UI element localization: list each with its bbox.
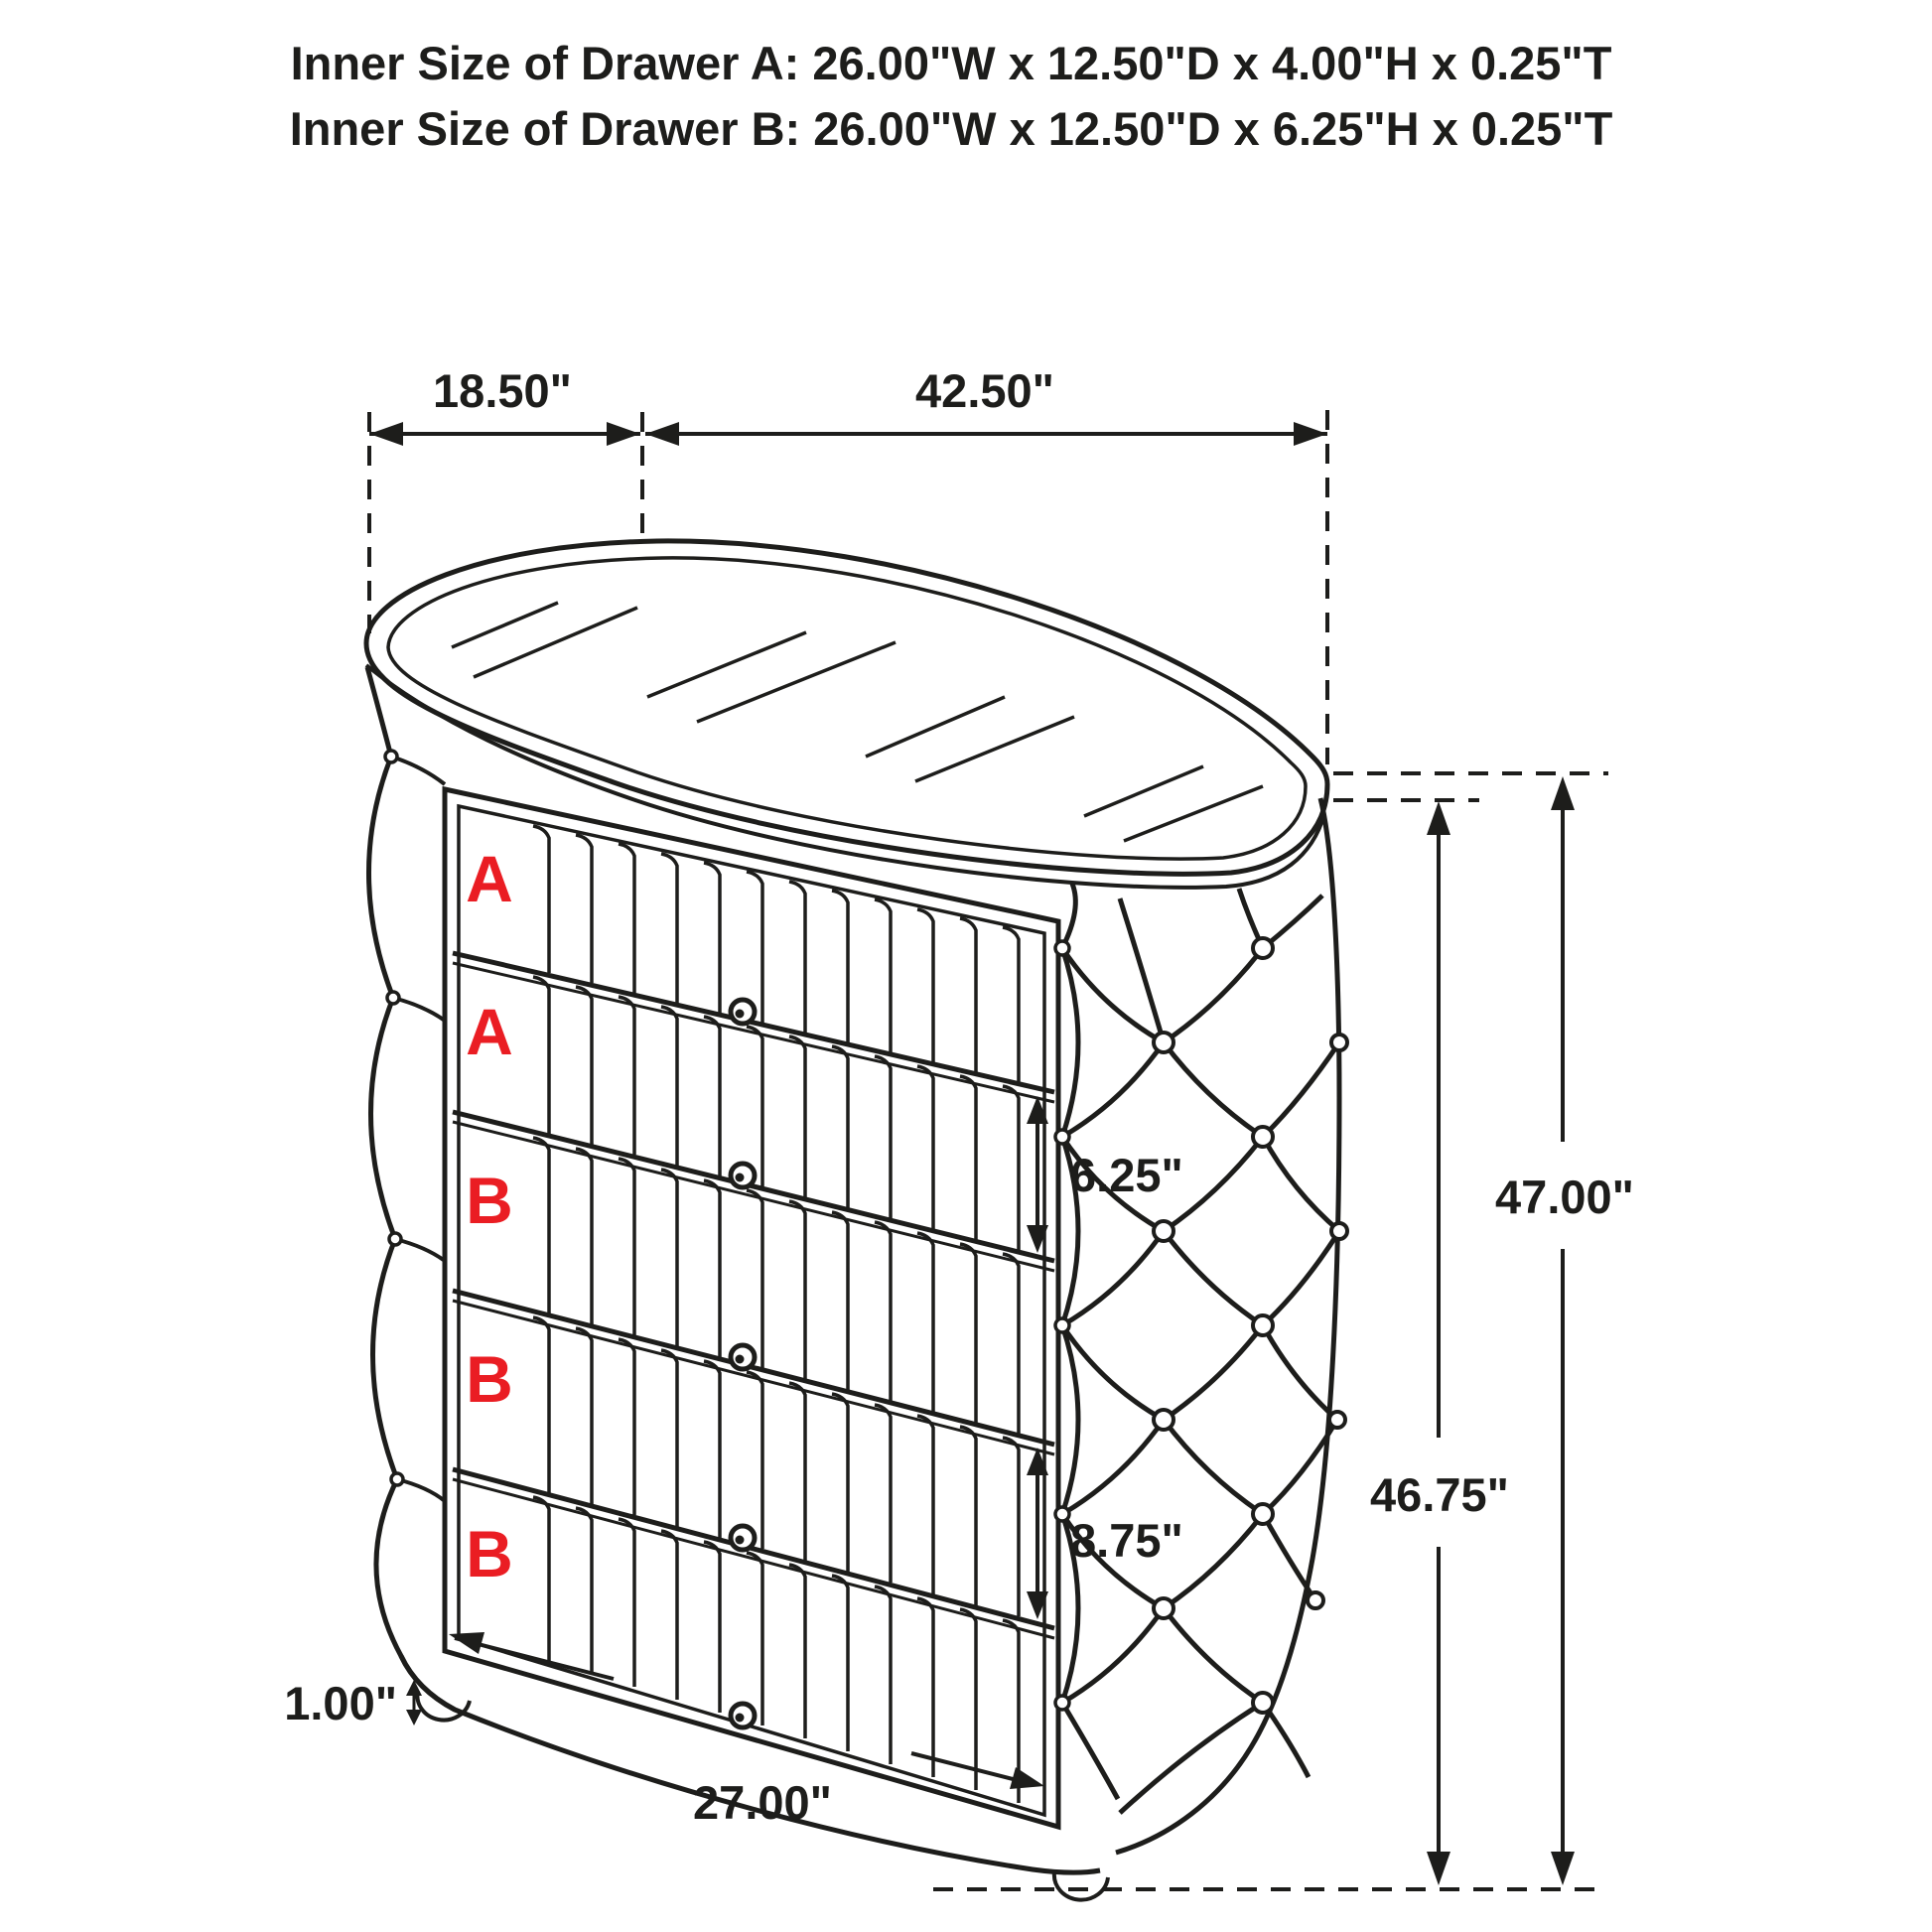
drawer-b-front-height-label: 8.75" — [1070, 1514, 1183, 1567]
arrowhead-icon — [1427, 1852, 1450, 1885]
foot-height-label: 1.00" — [284, 1677, 397, 1729]
front-frame-outer — [445, 789, 1058, 1827]
drawer-label-b2: B — [466, 1342, 513, 1416]
arrowhead-icon — [1294, 422, 1327, 446]
diamond-tufting-lines — [1062, 884, 1339, 1813]
arrowhead-icon — [607, 422, 640, 446]
left-side-tuft-buttons — [385, 751, 403, 1485]
glass-reflection-strokes — [452, 603, 1263, 841]
drawer-label-b3: B — [466, 1517, 513, 1590]
drawer-label-b1: B — [466, 1164, 513, 1237]
right-tufted-side — [1055, 798, 1347, 1853]
arrowhead-icon — [1551, 1852, 1575, 1885]
left-side-scalloped-silhouette — [367, 667, 455, 1710]
arrowhead-icon — [406, 1710, 422, 1725]
top-width-label: 42.50" — [915, 364, 1054, 417]
right-side-silhouette — [1116, 798, 1339, 1853]
drawer-label-a2: A — [466, 995, 513, 1068]
header-block — [290, 37, 1613, 155]
top-depth-label: 18.50" — [433, 364, 572, 417]
top-dimension-annotations — [369, 364, 1327, 764]
body-height-label: 46.75" — [1370, 1468, 1509, 1521]
front-width-label: 27.00" — [693, 1776, 832, 1829]
drawer-a-inner-size-text: Inner Size of Drawer A: 26.00"W x 12.50"D x 4.00"H x 0.25"T — [290, 37, 1612, 89]
right-foot — [1054, 1872, 1108, 1900]
arrowhead-icon — [645, 422, 679, 446]
foot-height-dimension — [284, 1677, 422, 1729]
front-face — [445, 789, 1058, 1827]
drawer-label-a1: A — [466, 842, 513, 915]
knob-icon — [731, 1526, 755, 1550]
knob-icon — [731, 1704, 755, 1727]
left-tufted-side — [367, 667, 455, 1710]
arrowhead-icon — [1551, 776, 1575, 810]
knob-icon — [731, 1164, 755, 1187]
knob-icon — [731, 1000, 755, 1024]
left-side-fold-lines — [391, 757, 445, 1501]
drawer-a-front-height-label: 6.25" — [1070, 1149, 1183, 1201]
drawer-b-inner-size-text: Inner Size of Drawer B: 26.00"W x 12.50"D x 6.25"H x 0.25"T — [289, 102, 1613, 155]
arrowhead-icon — [369, 422, 403, 446]
knob-icon — [731, 1345, 755, 1369]
overall-height-label: 47.00" — [1495, 1171, 1634, 1223]
arrowhead-icon — [1427, 801, 1450, 835]
